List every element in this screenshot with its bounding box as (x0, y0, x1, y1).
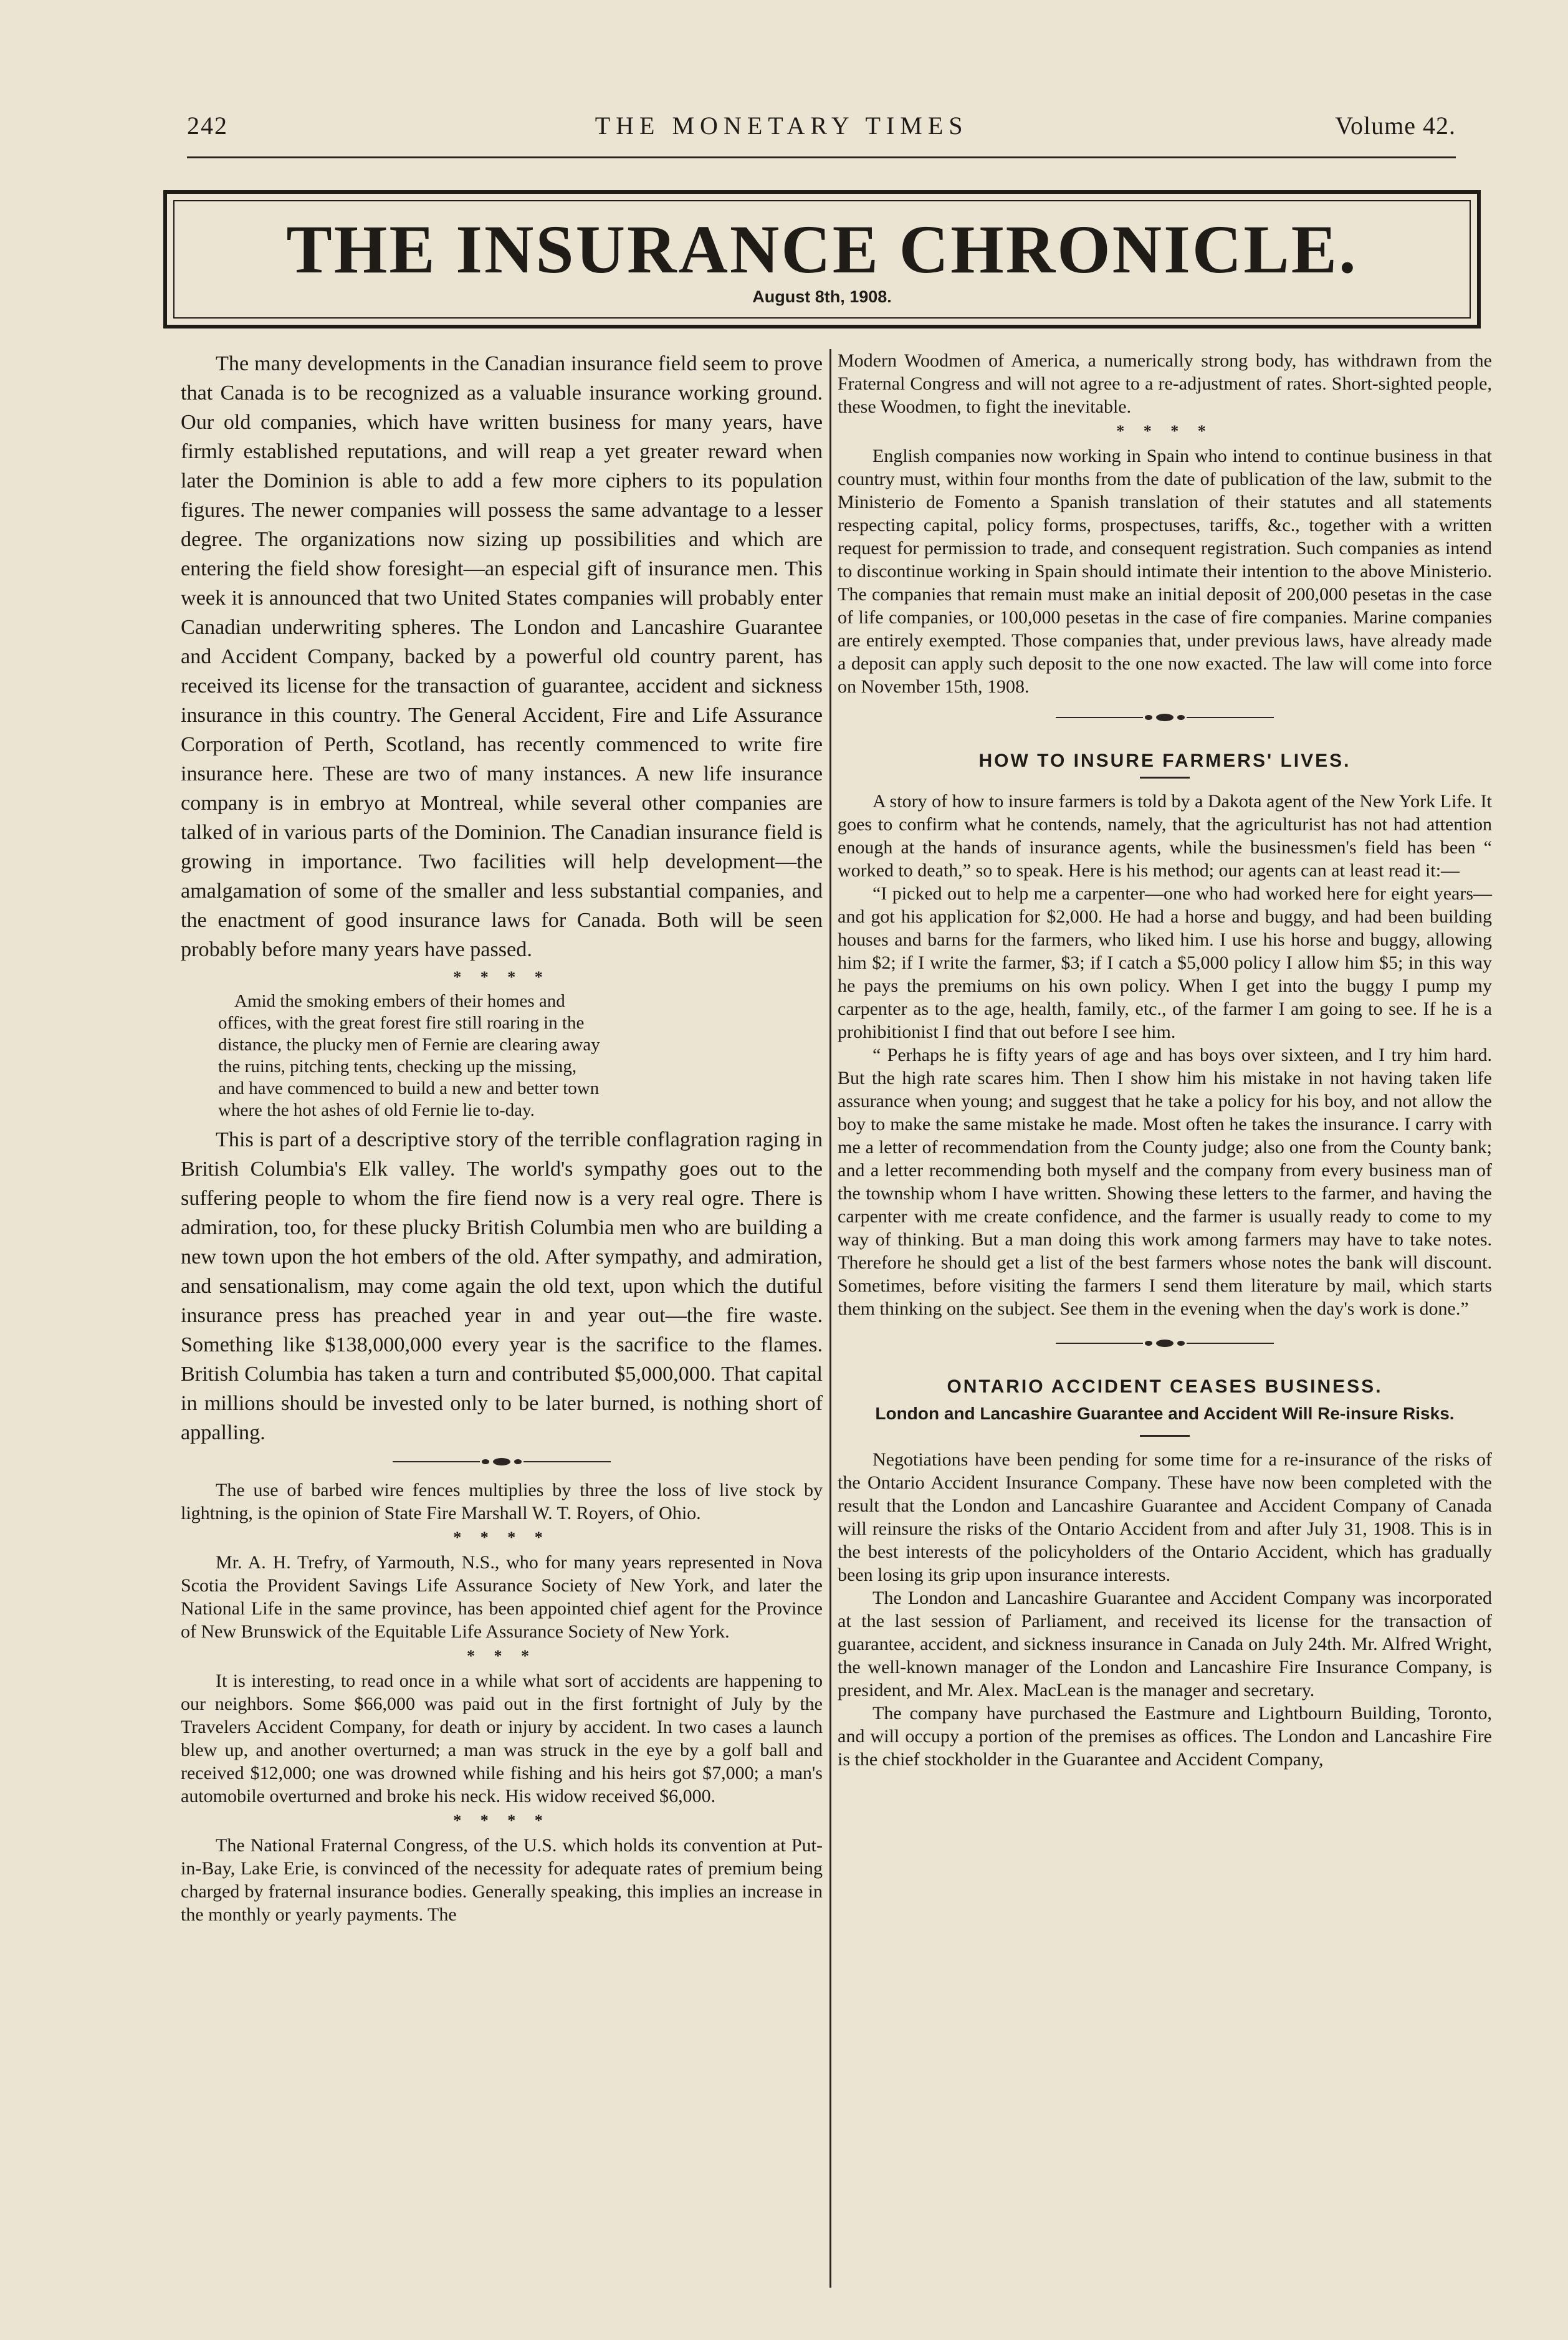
section-stars: * * * * (453, 968, 550, 986)
ontario-paragraph: The London and Lancashire Guarantee and Accident Company was incorporated at the last session of Parliament, and received its license for the transaction of guarantee, accident, and sickness insurance in Canada on July 24th. Mr. Alfred Wright, the well-known manager of the London and Lancashire Fire Insurance Company, is president, and Mr. Alex. MacLean is the manager and secretary. (838, 1588, 1492, 1700)
woodmen-paragraph: Modern Woodmen of America, a numerically strong body, has withdrawn from the Fraternal Congress and will not agree to a re-adjustment of rates. Short-sighted people, these Woodmen, to fight the inevitable. (838, 350, 1492, 417)
farmers-heading: HOW TO INSURE FARMERS' LIVES. (978, 750, 1351, 771)
trefry-paragraph: Mr. A. H. Trefry, of Yarmouth, N.S., who for many years represented in Nova Scotia the Provident Savings Life Assurance Society of New York, and later the National Life in the same province, has been appointed chief agent for the Province of New Brunswick of the Equitable Life Assurance Society of New York. (181, 1552, 823, 1642)
section-stars: * * * * (1116, 422, 1213, 440)
intro-paragraph: The many developments in the Canadian insurance field seem to prove that Canada is to be recognized as a valuable insurance working ground. Our old companies, which have written business for many years, have firmly established reputations, and will reap a yet greater reward when later the Dominion is able to add a few more ciphers to its population figures. The newer companies will possess the same advantage to a lesser degree. The organizations now sizing up possibilities and which are entering the field show foresight—an especial gift of insurance men. This week it is announced that two United States companies will probably enter Canadian underwriting spheres. The London and Lancashire Guarantee and Accident Company, backed by a powerful old country parent, has received its license for the transaction of guarantee, accident and sickness insurance in this country. The General Accident, Fire and Life Assurance Corporation of Perth, Scotland, has recently commenced to write fire insurance here. These are two of many instances. A new life insurance company is in embryo at Montreal, while several other companies are talked of in various parts of the Dominion. The Canadian insurance field is growing in importance. Two facilities will help development—the amalgamation of some of the smaller and less substantial companies, and the enactment of good insurance laws for Canada. Both will be seen probably before many years have passed. (181, 352, 823, 961)
farmers-paragraph: “ Perhaps he is fifty years of age and has boys over sixteen, and I try him hard. But the high rate scares him. Then I show him his mistake in not having taken life assurance when young; and suggest that he take a policy for his boy, and not allow the boy to make the same mistake he made. Most often he takes the insurance. I carry with me a letter of recommendation from the County judge; also one from the County bank; and a letter recommending both myself and the company from every business man of the township whom I have written. Showing these letters to the farmer, and having the carpenter with me create confidence, and the farmer is usually ready to come to my way of thinking. But a man doing this work among farmers may have to take notes. Therefore he should get a list of the best farmers whose notes the bank will discount. Sometimes, before visiting the farmers I send them literature by mail, which starts them thinking on the subject. See them in the evening when the day's work is done.” (838, 1045, 1492, 1319)
section-stars: * * * (467, 1647, 537, 1665)
ontario-paragraph: Negotiations have been pending for some time for a re-insurance of the risks of the Ontario Accident Insurance Company. These have now been completed with the result that the London and Lancashire Guarantee and Accident Company of Canada will reinsure the risks of the Ontario Accident from and after July 31, 1908. This is in the best interests of the policyholders of the Ontario Accident, which has gradually been losing its grip upon insurance interests. (838, 1449, 1492, 1585)
fernie-paragraph: This is part of a descriptive story of the terrible conflagration raging in British Columbia's Elk valley. The world's sympathy goes out to the suffering people to whom the fire fiend now is a very real ogre. There is admiration, too, for these plucky British Columbia men who are building a new town upon the hot embers of the old. After sympathy, and admiration, and sensationalism, may come again the old text, upon which the dutiful insurance press has preached year in and year out—the fire waste. Something like $138,000,000 every year is the sacrifice to the flames. British Columbia has taken a turn and contributed $5,000,000. That capital in millions should be invested only to be later burned, is nothing short of appalling. (181, 1128, 823, 1444)
publication-title: THE MONETARY TIMES (595, 112, 968, 140)
fraternal-paragraph: The National Fraternal Congress, of the U.S. which holds its convention at Put-in-Bay, Lake Erie, is convinced of the necessity for adequate rates of premium being charged by fraternal insurance bodies. Generally speaking, this implies an increase in the monthly or yearly payments. The (181, 1835, 823, 1925)
ornament-divider (838, 703, 1492, 732)
volume-label: Volume 42. (1335, 112, 1456, 140)
quote-line: and have commenced to build a new and better town (218, 1078, 600, 1098)
farmers-paragraph: “I picked out to help me a carpenter—one who had worked here for eight years—and got his application for $2,000. He had a horse and buggy, and had been building houses and barns for the farmers, who liked him. I use his horse and buggy, allowing him $2; if I write the farmer, $3; if I catch a $5,000 policy I allow him $5; in this way he pays the premiums on his own policy. When I get into the buggy I pump my carpenter as to the age, health, family, etc., of the farmer I am going to see. If he is a prohibitionist I find that out before I see him. (838, 883, 1492, 1042)
ontario-heading: ONTARIO ACCIDENT CEASES BUSINESS. (947, 1376, 1383, 1397)
ornament-divider (838, 1329, 1492, 1358)
quote-line: distance, the plucky men of Fernie are clearing away (218, 1035, 600, 1055)
section-stars: * * * * (453, 1811, 550, 1829)
barbed-wire-paragraph: The use of barbed wire fences multiplies by three the loss of live stock by lightning, is the opinion of State Fire Marshall W. T. Royers, of Ohio. (181, 1480, 823, 1523)
page-number: 242 (187, 112, 228, 140)
quote-line: offices, with the great forest fire still roaring in the (218, 1013, 585, 1033)
fernie-quote (218, 990, 773, 1121)
heading-rule (1140, 1435, 1190, 1437)
accidents-paragraph: It is interesting, to read once in a while what sort of accidents are happening to our neighbors. Some $66,000 was paid out in the first fortnight of July by the Travelers Accident Company, for death or injury by accident. In two cases a launch blew up, and another overturned; a man was struck in the eye by a golf ball and received $12,000; one was drowned while fishing and his heirs got $7,000; a man's automobile overturned and broke his neck. His widow received $6,000. (181, 1671, 823, 1806)
quote-line: the ruins, pitching tents, checking up the missing, (218, 1057, 577, 1076)
masthead-frame (173, 200, 1471, 319)
quote-line: where the hot ashes of old Fernie lie to-day. (218, 1100, 535, 1120)
running-head (187, 111, 1456, 155)
ontario-subheading: London and Lancashire Guarantee and Accident Will Re-insure Risks. (875, 1404, 1455, 1423)
issue-date: August 8th, 1908. (752, 287, 892, 306)
left-column (181, 349, 823, 1926)
ornament-divider (181, 1447, 823, 1476)
farmers-paragraph: A story of how to insure farmers is told by a Dakota agent of the New York Life. It goes to confirm what he contends, namely, that the agriculturist has not had attention enough at the hands of insurance agents, while the businessmen's field has been “ worked to death,” so to speak. Here is his method; our agents can at least read it:— (838, 791, 1492, 881)
header-rule (187, 156, 1456, 158)
quote-line: Amid the smoking embers of their homes and (234, 991, 565, 1011)
section-stars: * * * * (453, 1528, 550, 1546)
heading-rule (1140, 777, 1190, 779)
right-column (838, 349, 1492, 1771)
chronicle-title: THE INSURANCE CHRONICLE. (286, 211, 1358, 287)
ontario-paragraph: The company have purchased the Eastmure and Lightbourn Building, Toronto, and will occupy a portion of the premises as offices. The London and Lancashire Fire is the chief stockholder in the Guarantee and Accident Company, (838, 1703, 1492, 1770)
spain-paragraph: English companies now working in Spain who intend to continue business in that country must, within four months from the date of publication of the law, submit to the Ministerio de Fomento a Spanish translation of their statutes and all statements respecting capital, policy forms, prospectuses, tariffs, &c., together with a written request for permission to trade, and consequent registration. Such companies as intend to discontinue working in Spain should intimate their intention to the above Ministerio. The companies that remain must make an initial deposit of 200,000 pesetas in the case of life companies, or 100,000 pesetas in the case of fire companies. Marine companies are entirely exempted. Those companies that, under previous laws, have already made a deposit can apply such deposit to the one now exacted. The law will come into force on November 15th, 1908. (838, 446, 1492, 697)
column-divider (829, 349, 831, 2288)
masthead (163, 190, 1481, 328)
